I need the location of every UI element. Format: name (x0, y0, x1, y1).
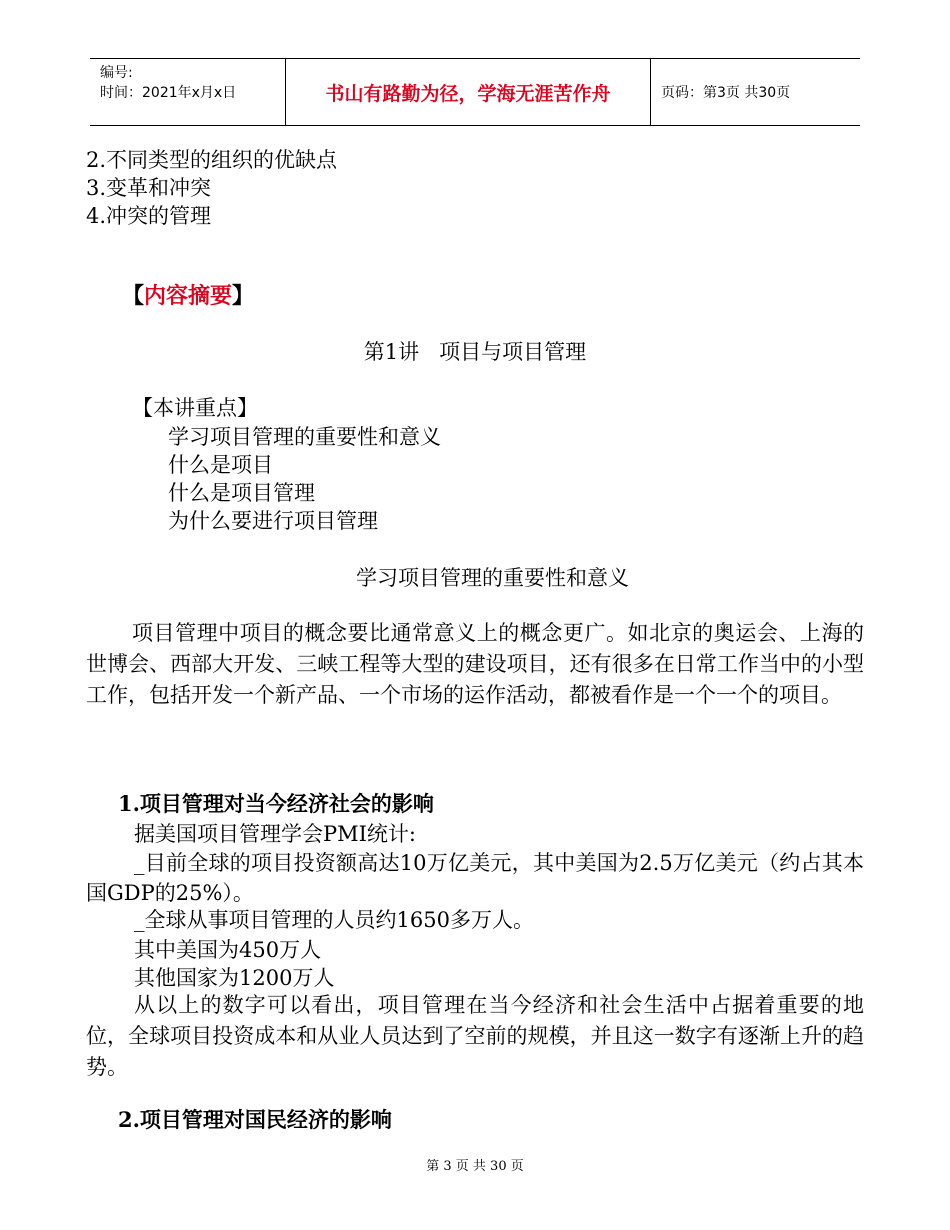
key-point-item: 为什么要进行项目管理 (168, 509, 378, 533)
lecture-title: 第1讲 项目与项目管理 (363, 340, 587, 364)
summary-bracket-open: 【 (122, 283, 145, 309)
header-page-info: 页码：第3页 共30页 (661, 85, 791, 101)
number-label: 编号: (100, 65, 133, 81)
list-item: 3.变革和冲突 (86, 176, 212, 200)
key-points-heading: 【本讲重点】 (132, 396, 258, 420)
summary-heading (122, 282, 254, 311)
section1-heading: 1.项目管理对当今经济社会的影响 (118, 791, 434, 816)
stat-line-other: 其他国家为1200万人 (134, 966, 335, 990)
list-item: 2.不同类型的组织的优缺点 (86, 148, 338, 172)
intro-paragraph: 项目管理中项目的概念要比通常意义上的概念更广。如北京的奥运会、上海的世博会、西部大开发、三峡工程等大型的建设项目，还有很多在日常工作当中的小型工作，包括开发一个新产品、一个市场的运作活动，都被看作是一个一个的项目。 (86, 621, 864, 707)
key-point-item: 学习项目管理的重要性和意义 (168, 425, 441, 449)
stat-intro: 据美国项目管理学会PMI统计: (134, 822, 417, 846)
time-label: 时间：2021年x月x日 (100, 85, 237, 101)
key-point-item: 什么是项目管理 (168, 481, 315, 505)
stat-bullet-personnel: _全球从事项目管理的人员约1650多万人。 (134, 908, 534, 932)
list-item: 4.冲突的管理 (86, 204, 212, 228)
summary-heading-text: 内容摘要 (144, 284, 233, 309)
section-title: 学习项目管理的重要性和意义 (356, 566, 629, 590)
header-motto: 书山有路勤为径，学海无涯苦作舟 (286, 59, 651, 125)
page-footer: 第 3 页 共 30 页 (426, 1159, 524, 1174)
stat-line-us: 其中美国为450万人 (134, 938, 322, 962)
page-header (90, 58, 860, 126)
section2-heading: 2.项目管理对国民经济的影响 (118, 1107, 392, 1132)
header-meta (90, 59, 286, 125)
stat-bullet-investment: _目前全球的项目投资额高达10万亿美元，其中美国为2.5万亿美元（约占其本国GDP的25%）。 (86, 851, 864, 905)
key-point-item: 什么是项目 (168, 453, 273, 477)
summary-bracket-close: 】 (232, 283, 255, 309)
conclusion-paragraph: 从以上的数字可以看出，项目管理在当今经济和社会生活中占据着重要的地位，全球项目投资成本和从业人员达到了空前的规模，并且这一数字有逐渐上升的趋势。 (86, 993, 864, 1079)
